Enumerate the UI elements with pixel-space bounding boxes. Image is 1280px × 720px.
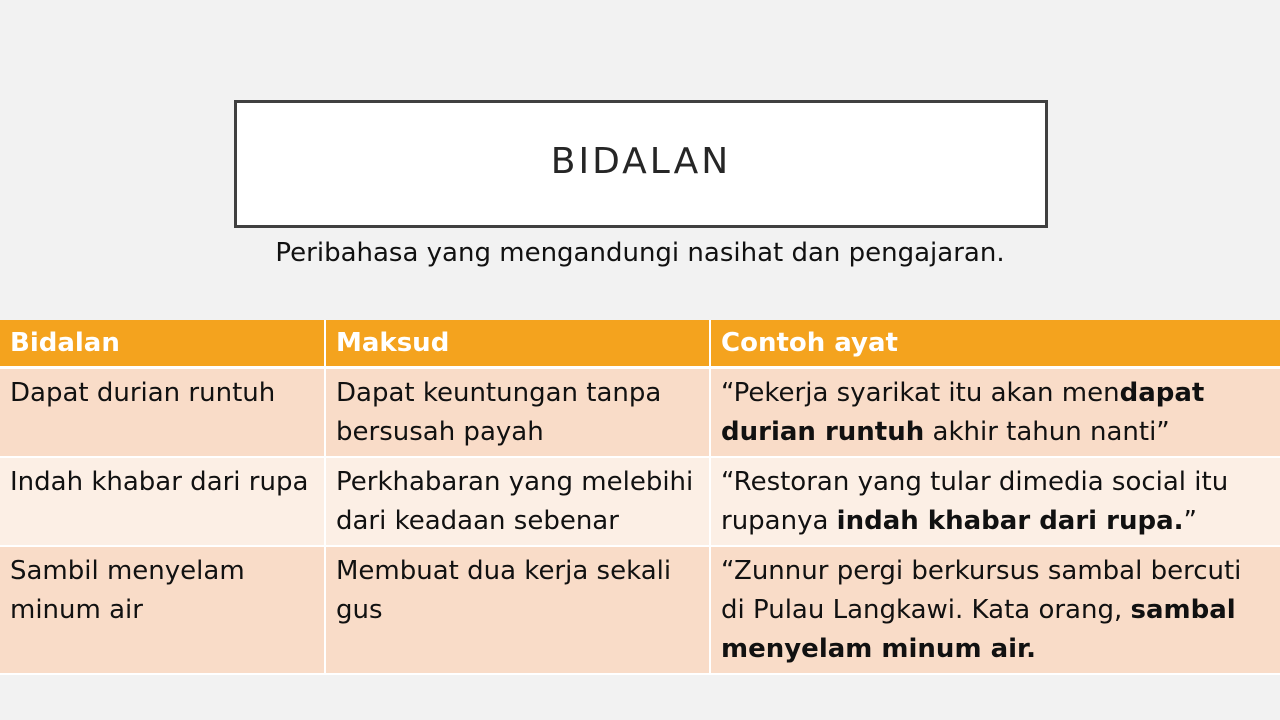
cell-maksud: Membuat dua kerja sekali gus: [325, 546, 710, 674]
cell-bidalan: Dapat durian runtuh: [0, 368, 325, 458]
table-header-row: [0, 320, 1280, 368]
contoh-bidalan-bold: sambal menyelam minum air.: [721, 595, 1236, 664]
bidalan-table: [0, 320, 1280, 675]
cell-contoh-ayat: [710, 546, 1280, 674]
table-row: [0, 368, 1280, 458]
cell-contoh-ayat: [710, 368, 1280, 458]
cell-bidalan: Indah khabar dari rupa: [0, 457, 325, 546]
slide-subtitle: Peribahasa yang mengandungi nasihat dan pengajaran.: [275, 238, 1005, 268]
contoh-bidalan-bold: dapat durian runtuh: [721, 378, 1205, 447]
slide-title: BIDALAN: [550, 140, 732, 182]
header-bidalan: Bidalan: [0, 320, 325, 368]
header-maksud: Maksud: [325, 320, 710, 368]
contoh-text-end: akhir tahun nanti”: [924, 417, 1170, 447]
contoh-text-end: ”: [1183, 506, 1197, 536]
table-row: [0, 546, 1280, 674]
contoh-bidalan-bold: indah khabar dari rupa.: [836, 506, 1184, 536]
contoh-text: “Restoran yang tular dimedia social itu rupanya: [721, 467, 1229, 536]
contoh-text: “Zunnur pergi berkursus sambal bercuti di Pulau Langkawi. Kata orang,: [721, 556, 1242, 625]
cell-bidalan: Sambil menyelam minum air: [0, 546, 325, 674]
table-row: [0, 457, 1280, 546]
cell-contoh-ayat: [710, 457, 1280, 546]
cell-maksud: Dapat keuntungan tanpa bersusah payah: [325, 368, 710, 458]
header-contoh-ayat: Contoh ayat: [710, 320, 1280, 368]
cell-maksud: Perkhabaran yang melebihi dari keadaan sebenar: [325, 457, 710, 546]
contoh-text: “Pekerja syarikat itu akan men: [721, 378, 1120, 408]
title-box: [234, 100, 1048, 228]
